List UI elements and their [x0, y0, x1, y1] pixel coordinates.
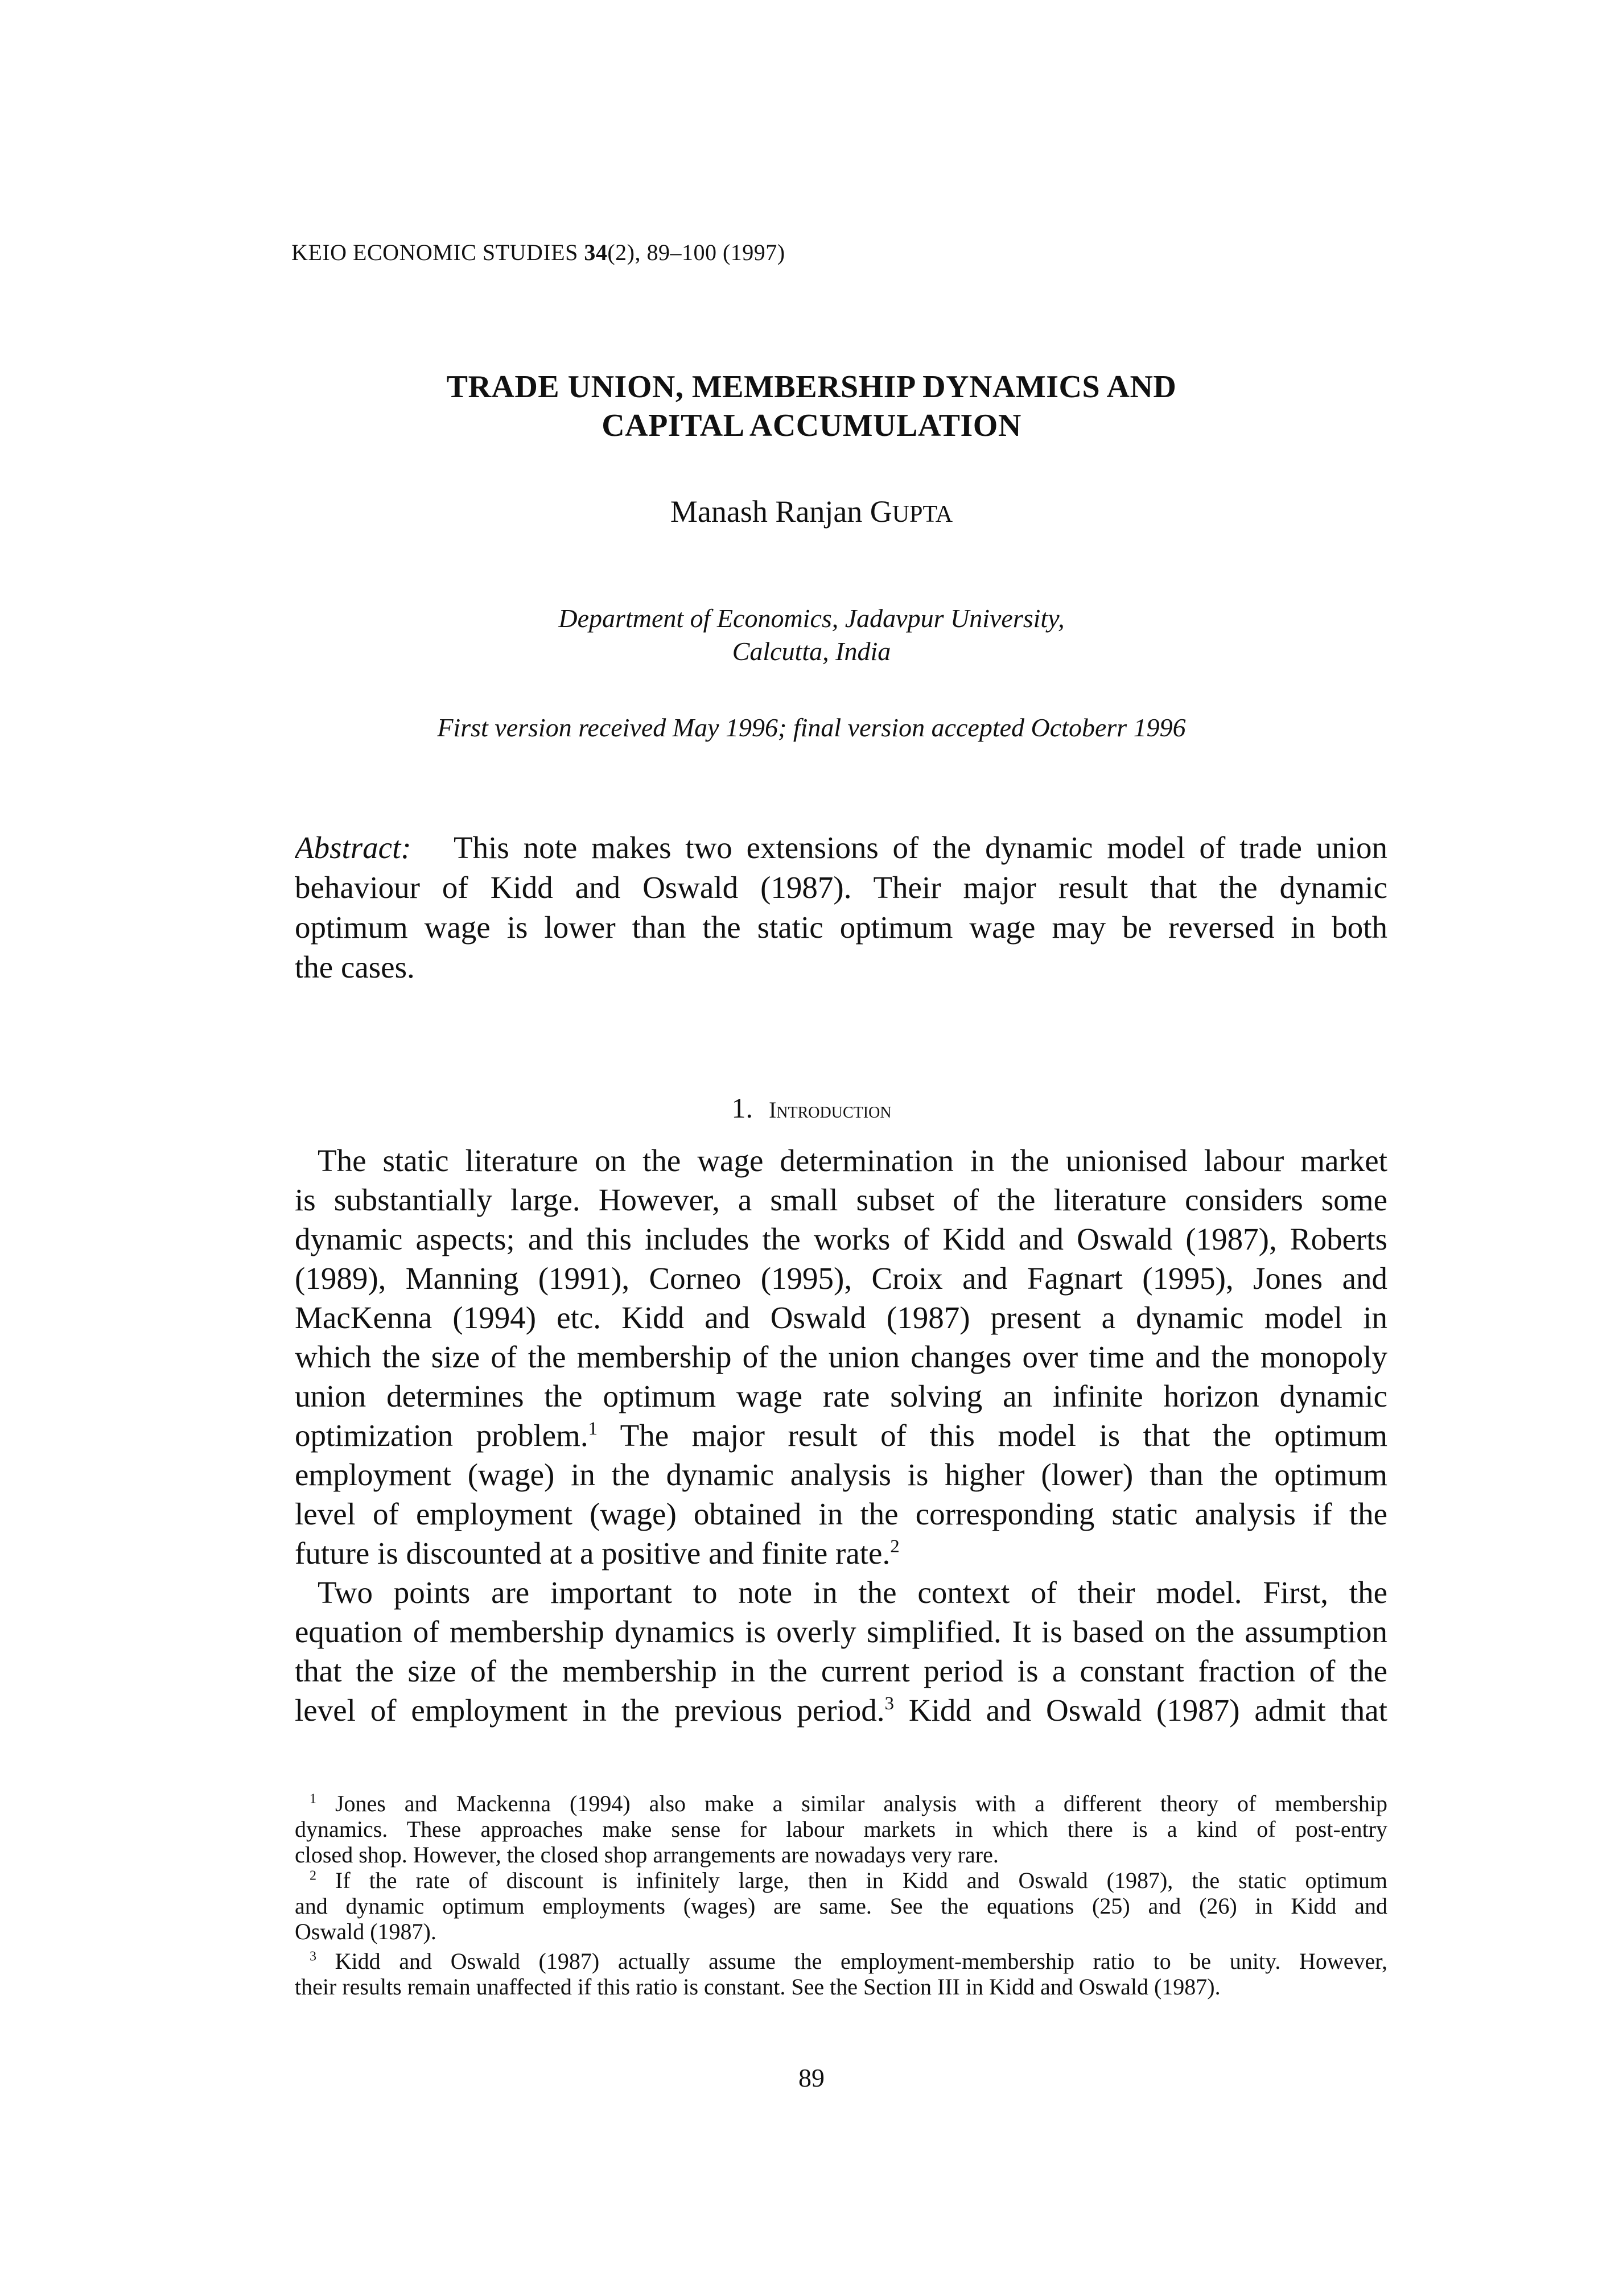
abstract-line: behaviour of Kidd and Oswald (1987). Their major result that the dynamic — [295, 871, 1387, 905]
page-number: 89 — [798, 2063, 825, 2092]
footnote-2: $^2$ If the rate of discount is infinitely large, then in Kidd and Oswald (1987), the static optimum — [310, 1868, 1387, 1893]
journal-volume: 34 — [584, 240, 608, 265]
body-line: level of employment in the previous period.$^3$ Kidd and Oswald (1987) admit that — [295, 1693, 1387, 1728]
affiliation-line-2: Calcutta, India — [732, 637, 891, 666]
footnote-ref-3[interactable]: 3 — [884, 1693, 894, 1714]
footnote-line: Oswald (1987). — [295, 1919, 436, 1944]
body-line: equation of membership dynamics is overly simplified. It is based on the assumption — [295, 1615, 1387, 1649]
body-line: MacKenna (1994) etc. Kidd and Oswald (1987) present a dynamic model in — [295, 1301, 1387, 1335]
author-surname-rest: UPTA — [892, 501, 953, 527]
body-line: employment (wage) in the dynamic analysis is higher (lower) than the optimum — [295, 1458, 1387, 1492]
journal-header — [291, 239, 785, 266]
abstract-label: Abstract: — [295, 831, 411, 865]
journal-issue-pages-year: (2), 89–100 (1997) — [607, 240, 785, 265]
footnote-mark: 2 — [310, 1868, 316, 1883]
body-line: optimization problem.$^1$ The major result of this model is that the optimum — [295, 1419, 1387, 1453]
footnote-line: and dynamic optimum employments (wages) are same. See the equations (25) and (26) in Kidd and — [295, 1894, 1387, 1919]
body-line: union determines the optimum wage rate solving an infinite horizon dynamic — [295, 1379, 1387, 1413]
abstract-line: the cases. — [295, 950, 415, 984]
footnote-ref-1[interactable]: 1 — [588, 1419, 598, 1440]
footnote-3: $^3$ Kidd and Oswald (1987) actually assume the employment-membership ratio to be unity. However, — [310, 1949, 1387, 1974]
section-title: Introduction — [768, 1097, 892, 1123]
footnote-mark: 3 — [310, 1949, 316, 1964]
body-line: level of employment (wage) obtained in the corresponding static analysis if the — [295, 1497, 1387, 1531]
paper-title-line-1: TRADE UNION, MEMBERSHIP DYNAMICS AND — [446, 369, 1177, 405]
author-given-name: Manash Ranjan — [670, 494, 870, 529]
body-line: which the size of the membership of the union changes over time and the monopoly — [295, 1340, 1387, 1374]
journal-name: KEIO ECONOMIC STUDIES — [291, 240, 578, 265]
paper-title-line-2: CAPITAL ACCUMULATION — [602, 408, 1021, 443]
body-line: is substantially large. However, a small subset of the literature considers some — [295, 1183, 1387, 1217]
body-line: Two points are important to note in the context of their model. First, the — [318, 1576, 1387, 1610]
section-heading — [0, 1091, 1623, 1124]
author-name — [0, 494, 1623, 529]
abstract-line: Abstract: This note makes two extensions of the dynamic model of trade union — [295, 831, 1387, 865]
body-line: dynamic aspects; and this includes the works of Kidd and Oswald (1987), Roberts — [295, 1222, 1387, 1256]
submission-dates: First version received May 1996; final version accepted Octoberr 1996 — [437, 713, 1186, 742]
body-line: (1989), Manning (1991), Corneo (1995), Croix and Fagnart (1995), Jones and — [295, 1262, 1387, 1296]
body-line: future is discounted at a positive and finite rate.$^2$ — [295, 1536, 900, 1570]
body-line: that the size of the membership in the current period is a constant fraction of the — [295, 1654, 1387, 1688]
footnote-line: their results remain unaffected if this ratio is constant. See the Section III in Kidd and Oswald (1987). — [295, 1975, 1221, 2000]
footnote-line: closed shop. However, the closed shop arrangements are nowadays very rare. — [295, 1842, 999, 1868]
footnote-mark: 1 — [310, 1791, 316, 1807]
section-number: 1. — [731, 1092, 753, 1124]
abstract-line: optimum wage is lower than the static optimum wage may be reversed in both — [295, 910, 1387, 945]
affiliation-line-1: Department of Economics, Jadavpur University, — [558, 604, 1065, 633]
footnote-ref-2[interactable]: 2 — [890, 1536, 900, 1557]
author-surname-initial: G — [870, 494, 892, 529]
body-line: The static literature on the wage determination in the unionised labour market — [318, 1144, 1387, 1178]
footnote-1: $^1$ Jones and Mackenna (1994) also make a similar analysis with a different theory of membership — [310, 1791, 1387, 1816]
footnote-line: dynamics. These approaches make sense for labour markets in which there is a kind of post-entry — [295, 1817, 1387, 1842]
